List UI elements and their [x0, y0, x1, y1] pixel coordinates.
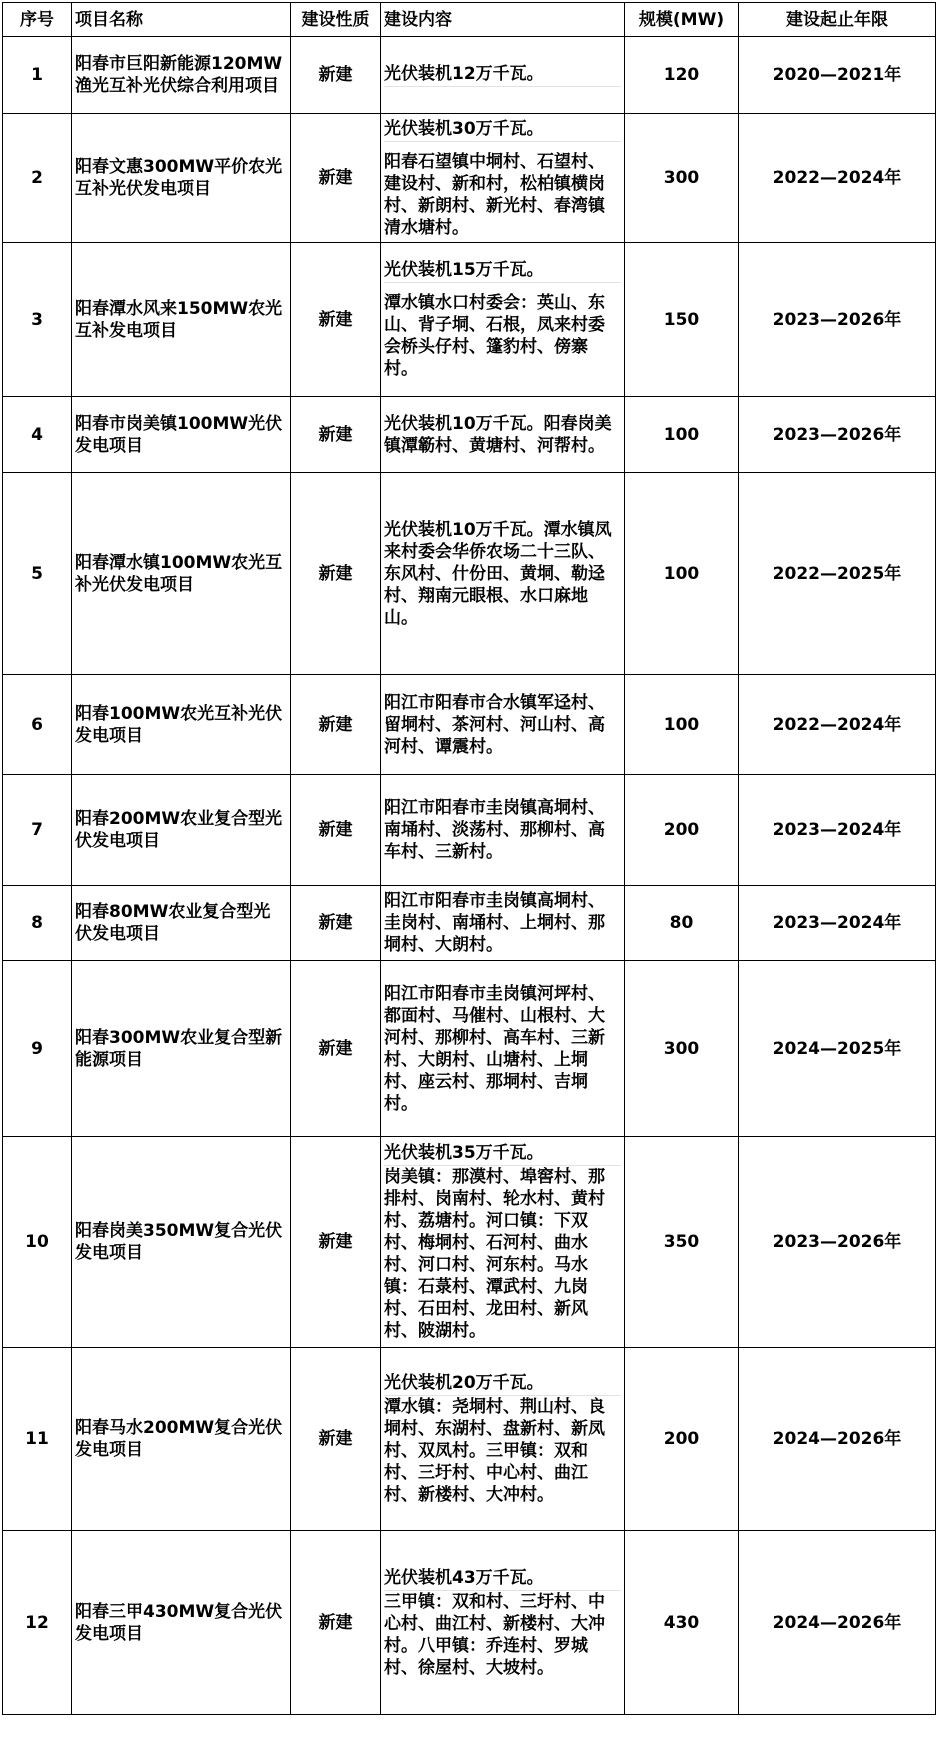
- row-location-text: 光伏装机10万千瓦。阳春岗美镇潭簕村、黄塘村、河帮村。: [384, 413, 612, 456]
- table-row: [3, 1531, 936, 1715]
- row-period: 2020—2021年: [739, 37, 936, 114]
- row-construction-content: [381, 243, 625, 397]
- row-project-name: 阳春市岗美镇100MW光伏发电项目: [72, 397, 291, 473]
- row-construction-content: [381, 675, 625, 775]
- row-scale: 150: [625, 243, 739, 397]
- table-row: [3, 775, 936, 886]
- row-capacity-text: 光伏装机12万千瓦。: [384, 63, 621, 87]
- row-period: 2023—2026年: [739, 1137, 936, 1348]
- row-index: 5: [3, 473, 72, 675]
- row-index: 2: [3, 114, 72, 243]
- row-construction-nature: 新建: [291, 961, 381, 1137]
- row-construction-content: [381, 114, 625, 243]
- row-construction-content: [381, 775, 625, 886]
- table-header-row: [3, 3, 936, 37]
- row-period: 2022—2024年: [739, 114, 936, 243]
- table-row: [3, 473, 936, 675]
- row-index: 8: [3, 886, 72, 961]
- row-period: 2024—2026年: [739, 1348, 936, 1531]
- header-project-name: 项目名称: [72, 3, 291, 37]
- table-row: [3, 675, 936, 775]
- row-index: 9: [3, 961, 72, 1137]
- row-scale: 100: [625, 397, 739, 473]
- row-scale: 200: [625, 1348, 739, 1531]
- row-project-name: 阳春文惠300MW平价农光互补光伏发电项目: [72, 114, 291, 243]
- row-construction-nature: 新建: [291, 675, 381, 775]
- header-index: 序号: [3, 3, 72, 37]
- table-row: [3, 961, 936, 1137]
- table-row: [3, 1348, 936, 1531]
- row-scale: 100: [625, 675, 739, 775]
- row-scale: 80: [625, 886, 739, 961]
- row-project-name: 阳春80MW农业复合型光伏发电项目: [72, 886, 291, 961]
- row-index: 12: [3, 1531, 72, 1715]
- row-project-name: 阳春市巨阳新能源120MW渔光互补光伏综合利用项目: [72, 37, 291, 114]
- row-scale: 200: [625, 775, 739, 886]
- row-construction-content: [381, 1137, 625, 1348]
- row-period: 2024—2025年: [739, 961, 936, 1137]
- row-location-text: 阳江市阳春市圭岗镇河坪村、都面村、马催村、山根村、大河村、那柳村、高车村、三新村、大朗村、山塘村、上垌村、座云村、那垌村、吉垌村。: [384, 983, 605, 1114]
- row-location-text: 阳江市阳春市合水镇军迳村、留垌村、茶河村、河山村、高河村、谭震村。: [384, 692, 605, 757]
- row-period: 2023—2026年: [739, 243, 936, 397]
- row-index: 4: [3, 397, 72, 473]
- row-construction-nature: 新建: [291, 114, 381, 243]
- row-period: 2024—2026年: [739, 1531, 936, 1715]
- row-scale: 120: [625, 37, 739, 114]
- header-scale: 规模(MW): [625, 3, 739, 37]
- row-construction-nature: 新建: [291, 1137, 381, 1348]
- row-capacity-text: 光伏装机15万千瓦。: [384, 259, 621, 283]
- row-location-text: 光伏装机10万千瓦。潭水镇凤来村委会华侨农场二十三队、东风村、什份田、黄垌、勒迳村、翔南元眼根、水口麻地山。: [384, 519, 612, 628]
- row-construction-content: [381, 473, 625, 675]
- header-period: 建设起止年限: [739, 3, 936, 37]
- row-period: 2023—2024年: [739, 775, 936, 886]
- row-construction-nature: 新建: [291, 37, 381, 114]
- row-index: 10: [3, 1137, 72, 1348]
- row-capacity-text: 光伏装机20万千瓦。: [384, 1372, 621, 1396]
- row-construction-nature: 新建: [291, 886, 381, 961]
- row-location-text: 阳春石望镇中垌村、石望村、建设村、新和村，松柏镇横岗村、新朗村、新光村、春湾镇清水塘村。: [384, 151, 605, 238]
- row-index: 6: [3, 675, 72, 775]
- row-construction-content: [381, 886, 625, 961]
- row-project-name: 阳春三甲430MW复合光伏发电项目: [72, 1531, 291, 1715]
- row-project-name: 阳春潭水镇100MW农光互补光伏发电项目: [72, 473, 291, 675]
- table-row: [3, 37, 936, 114]
- row-period: 2023—2024年: [739, 886, 936, 961]
- row-construction-content: [381, 1531, 625, 1715]
- row-construction-nature: 新建: [291, 473, 381, 675]
- row-location-text: 潭水镇：尧垌村、荆山村、良垌村、东湖村、盘新村、新凤村、双凤村。三甲镇：双和村、三圩村、中心村、曲江村、新楼村、大冲村。: [384, 1397, 605, 1505]
- row-capacity-text: 光伏装机30万千瓦。: [384, 118, 621, 142]
- table-row: [3, 886, 936, 961]
- table-row: [3, 114, 936, 243]
- header-construction-nature: 建设性质: [291, 3, 381, 37]
- row-project-name: 阳春200MW农业复合型光伏发电项目: [72, 775, 291, 886]
- row-construction-content: [381, 37, 625, 114]
- row-location-text: 阳江市阳春市圭岗镇高垌村、圭岗村、南埇村、上垌村、那垌村、大朗村。: [384, 891, 605, 955]
- row-construction-content: [381, 1348, 625, 1531]
- header-construction-content: 建设内容: [381, 3, 625, 37]
- row-index: 7: [3, 775, 72, 886]
- row-project-name: 阳春300MW农业复合型新能源项目: [72, 961, 291, 1137]
- row-construction-nature: 新建: [291, 397, 381, 473]
- projects-table: [2, 2, 936, 1715]
- row-construction-nature: 新建: [291, 775, 381, 886]
- row-scale: 350: [625, 1137, 739, 1348]
- row-period: 2023—2026年: [739, 397, 936, 473]
- row-project-name: 阳春潭水风来150MW农光互补发电项目: [72, 243, 291, 397]
- row-index: 3: [3, 243, 72, 397]
- row-location-text: 三甲镇：双和村、三圩村、中心村、曲江村、新楼村、大冲村。八甲镇：乔连村、罗城村、徐屋村、大坡村。: [384, 1591, 605, 1678]
- row-scale: 300: [625, 114, 739, 243]
- row-scale: 300: [625, 961, 739, 1137]
- row-scale: 100: [625, 473, 739, 675]
- row-construction-nature: 新建: [291, 1348, 381, 1531]
- row-index: 11: [3, 1348, 72, 1531]
- row-construction-content: [381, 961, 625, 1137]
- row-project-name: 阳春马水200MW复合光伏发电项目: [72, 1348, 291, 1531]
- row-capacity-text: 光伏装机43万千瓦。: [384, 1567, 621, 1591]
- row-period: 2022—2024年: [739, 675, 936, 775]
- row-construction-nature: 新建: [291, 1531, 381, 1715]
- row-location-text: 岗美镇：那漠村、埠窖村、那排村、岗南村、轮水村、黄村村、荔塘村。河口镇：下双村、梅垌村、石河村、曲水村、河口村、河东村。马水镇：石菉村、潭武村、九岗村、石田村、龙田村、新风村、陂湖村。: [384, 1167, 605, 1341]
- table-row: [3, 1137, 936, 1348]
- row-location-text: 阳江市阳春市圭岗镇高垌村、南埇村、淡荡村、那柳村、高车村、三新村。: [384, 798, 605, 862]
- row-construction-content: [381, 397, 625, 473]
- row-project-name: 阳春100MW农光互补光伏发电项目: [72, 675, 291, 775]
- row-capacity-text: 光伏装机35万千瓦。: [384, 1142, 621, 1166]
- table-row: [3, 243, 936, 397]
- row-scale: 430: [625, 1531, 739, 1715]
- row-construction-nature: 新建: [291, 243, 381, 397]
- row-period: 2022—2025年: [739, 473, 936, 675]
- row-project-name: 阳春岗美350MW复合光伏发电项目: [72, 1137, 291, 1348]
- table-row: [3, 397, 936, 473]
- row-location-text: 潭水镇水口村委会：英山、东山、背子垌、石根，凤来村委会桥头仔村、篷豹村、傍寨村。: [384, 293, 605, 379]
- row-index: 1: [3, 37, 72, 114]
